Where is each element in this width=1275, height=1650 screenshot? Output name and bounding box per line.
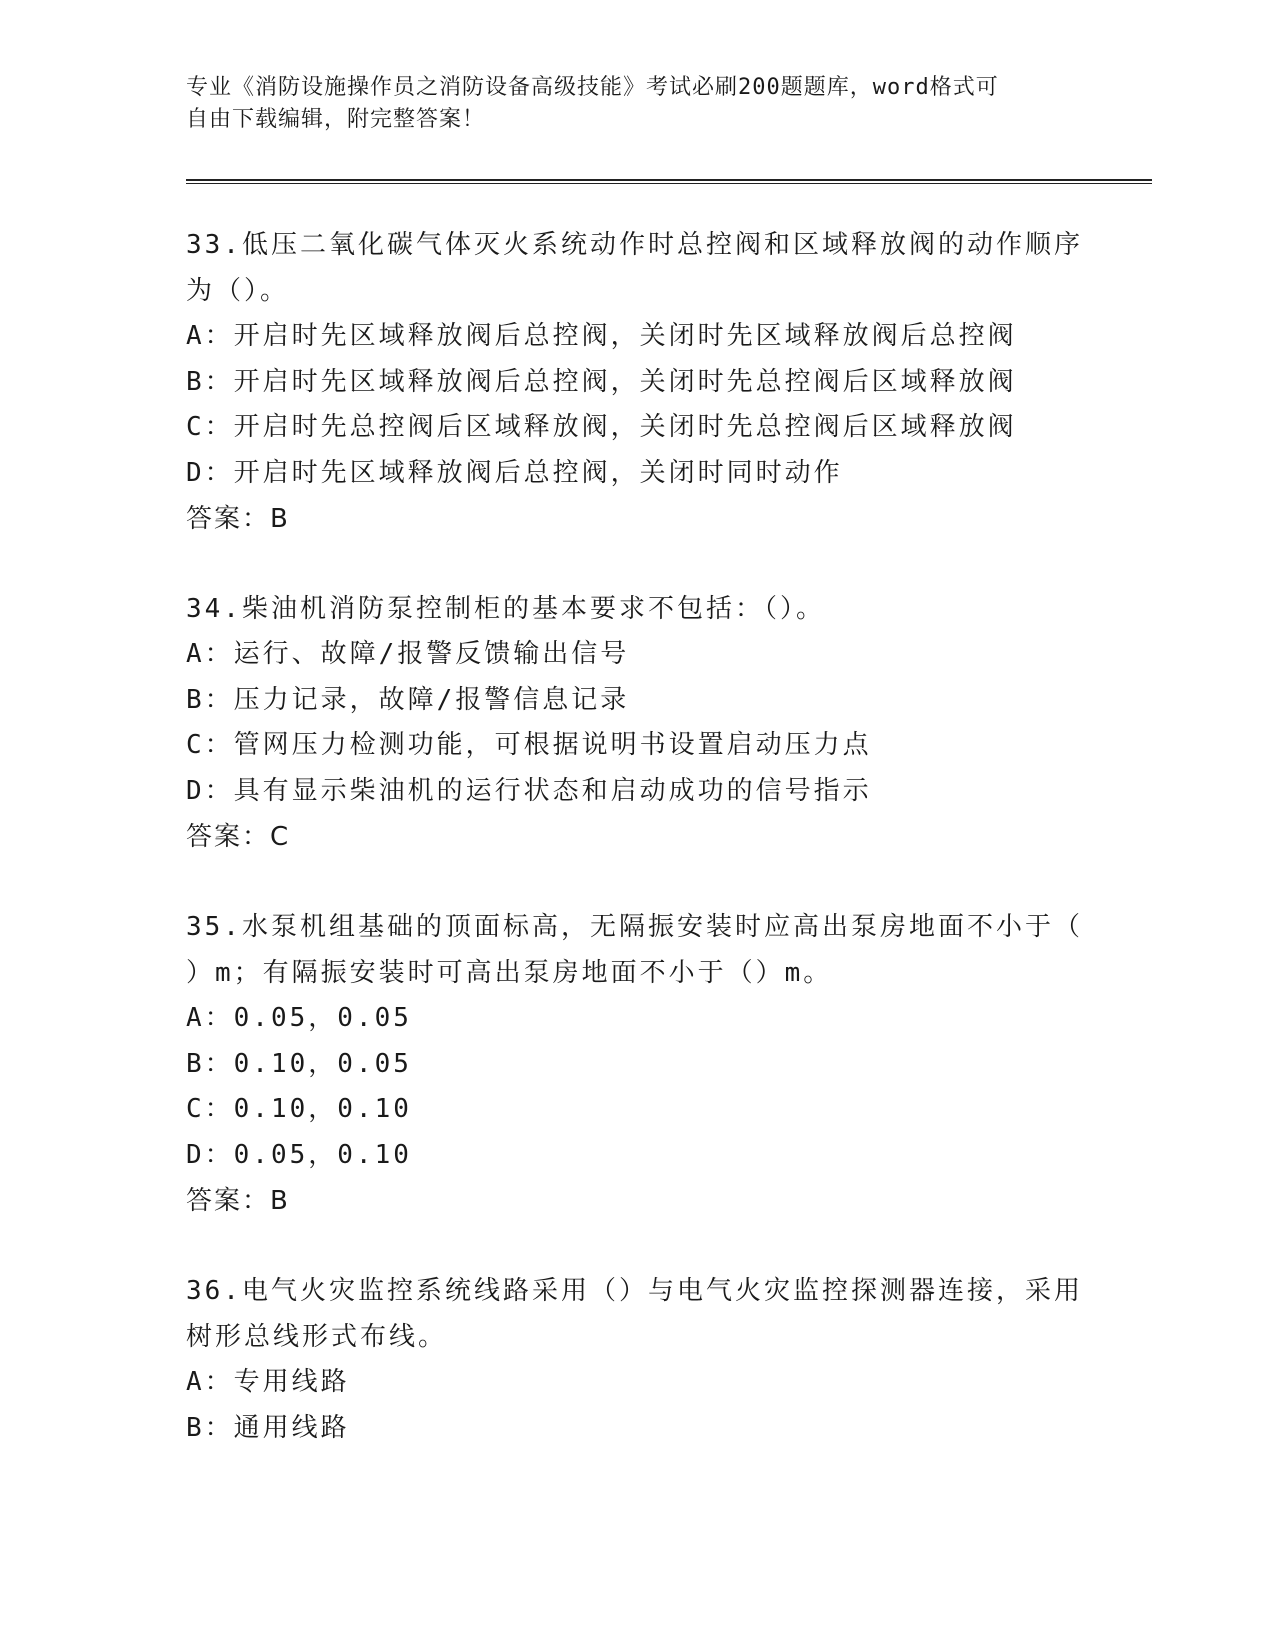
option-a: A：0.05，0.05: [186, 1003, 412, 1033]
question-text: 36.电气火灾监控系统线路采用（）与电气火灾监控探测器连接，采用: [186, 1276, 1083, 1306]
header-divider: [186, 179, 1152, 184]
question-text: 33.低压二氧化碳气体灭火系统动作时总控阀和区域释放阀的动作顺序: [186, 230, 1083, 260]
answer: 答案：C: [186, 822, 291, 852]
option-d: D：0.05，0.10: [186, 1139, 412, 1170]
document-header: [186, 72, 1086, 136]
option-c: C：开启时先总控阀后区域释放阀，关闭时先总控阀后区域释放阀: [186, 412, 1017, 442]
answer: 答案：B: [186, 504, 290, 534]
option-a: A：运行、故障/报警反馈输出信号: [186, 639, 630, 669]
question-text-continued: 为（）。: [186, 276, 290, 306]
question-35: [186, 904, 1086, 1224]
question-text: 35.水泵机组基础的顶面标高，无隔振安装时应高出泵房地面不小于（: [186, 912, 1083, 942]
question-text: 34.柴油机消防泵控制柜的基本要求不包括：（）。: [186, 594, 825, 624]
option-b: B：0.10，0.05: [186, 1048, 412, 1079]
question-34: [186, 586, 1086, 860]
question-33: [186, 222, 1086, 542]
option-c: C：管网压力检测功能，可根据说明书设置启动压力点: [186, 730, 872, 760]
question-text-continued: ）m；有隔振安装时可高出泵房地面不小于（）m。: [186, 958, 833, 988]
option-a: A：专用线路: [186, 1367, 350, 1397]
option-a: A：开启时先区域释放阀后总控阀，关闭时先区域释放阀后总控阀: [186, 321, 1017, 351]
option-d: D：具有显示柴油机的运行状态和启动成功的信号指示: [186, 775, 872, 806]
option-b: B：通用线路: [186, 1412, 350, 1443]
header-line-1: 专业《消防设施操作员之消防设备高级技能》考试必刷200题题库，word格式可: [186, 75, 999, 100]
answer: 答案：B: [186, 1186, 290, 1216]
question-36: [186, 1268, 1086, 1451]
option-b: B：开启时先区域释放阀后总控阀，关闭时先总控阀后区域释放阀: [186, 366, 1017, 397]
question-text-continued: 树形总线形式布线。: [186, 1322, 448, 1352]
option-b: B：压力记录，故障/报警信息记录: [186, 684, 630, 715]
option-d: D：开启时先区域释放阀后总控阀，关闭时同时动作: [186, 457, 843, 488]
header-line-2: 自由下载编辑，附完整答案！: [186, 107, 486, 132]
option-c: C：0.10，0.10: [186, 1094, 412, 1124]
